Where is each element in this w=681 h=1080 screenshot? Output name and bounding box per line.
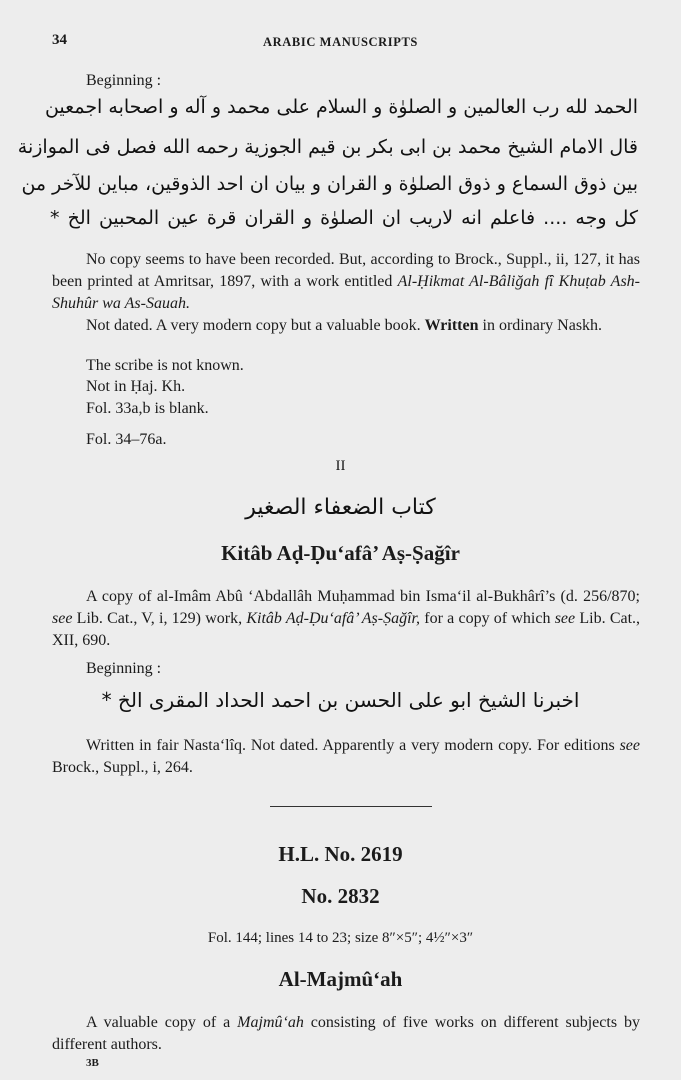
- majmuah-paragraph: [52, 1012, 640, 1056]
- note-text: No copy seems to have been recorded. But, according to Brock., Suppl., ii, 127, it has been printed at Amritsar, 1897, with a work entitled: [52, 251, 640, 290]
- dating-text: Not dated. A very modern copy but a valuable book.: [86, 317, 421, 334]
- signature-mark: 3B: [86, 1057, 99, 1069]
- see-italic: see: [554, 610, 576, 627]
- script-text: in ordinary Naskh.: [482, 317, 603, 334]
- fol-range-line: Fol. 34–76a.: [86, 431, 167, 448]
- fol-blank-line: Fol. 33a,b is blank.: [86, 400, 209, 417]
- desc-part-a: A copy of al-Imâm Abû ‘Abdallâh Muḥammad bin Isma‘il al-Bukhârî’s (d. 256/870;: [86, 588, 640, 605]
- arabic-beginning: اخبرنا الشيخ ابو على الحسن بن احمد الحداد المقرى الخ *: [101, 688, 580, 712]
- note-paragraph-1: [52, 249, 640, 315]
- haj-line: Not in Ḥaj. Kh.: [86, 378, 186, 395]
- beginning-label: Beginning :: [86, 72, 162, 89]
- section-title: Kitâb Aḍ-Ḍu‘afâ’ Aṣ-Ṣağîr: [221, 541, 460, 565]
- written-part-a: Written in fair Nasta‘lîq. Not dated. Apparently a very modern copy. For editions: [86, 737, 615, 754]
- scribe-line: The scribe is not known.: [86, 357, 244, 374]
- running-title: ARABIC MANUSCRIPTS: [263, 35, 418, 49]
- work-title-italic: Al-Ḥikmat Al-Bâliğah fî Khuṭab Ash-Shuhûr wa As-Sauah.: [52, 273, 641, 312]
- written-bold: Written: [424, 317, 479, 334]
- arabic-line-4: كل وجه .... فاعلم انه لاريب ان الصلوٰة و القران قرة عين المحبين الخ *: [50, 207, 638, 229]
- section-number: II: [335, 458, 346, 474]
- see-italic: see: [619, 737, 641, 754]
- arabic-line-2: قال الامام الشيخ محمد بن ابى بكر بن قيم الجوزية رحمه الله فصل فى الموازنة: [17, 136, 638, 158]
- section-divider: [270, 806, 432, 807]
- see-italic: see: [52, 610, 73, 627]
- work-title-italic: Majmû‘ah: [237, 1014, 304, 1031]
- work-title-italic: Kitâb Aḍ-Ḍu‘afâ’ Aṣ-Ṣağîr,: [246, 610, 421, 627]
- hl-number: H.L. No. 2619: [278, 842, 403, 866]
- page-number: 34: [52, 32, 67, 48]
- desc-part-b: consisting of five works on different subjects by different authors.: [52, 1014, 640, 1053]
- folio-info: Fol. 144; lines 14 to 23; size 8″×5″; 4½″×3″: [207, 930, 474, 946]
- desc-part-a: A valuable copy of a: [86, 1014, 231, 1031]
- arabic-line-1: الحمد لله رب العالمين و الصلوٰة و السلام على محمد و آله و اصحابه اجمعين: [44, 96, 638, 118]
- section-title: Al-Majmû‘ah: [278, 967, 403, 991]
- arabic-title: كتاب الضعفاء الصغير: [245, 495, 436, 520]
- written-paragraph: [52, 735, 640, 779]
- catalog-number: No. 2832: [301, 884, 380, 908]
- desc-part-b: Lib. Cat., V, i, 129) work,: [76, 610, 243, 627]
- note-paragraph-2: [52, 315, 640, 337]
- description-paragraph: [52, 586, 640, 652]
- desc-part-d: Lib. Cat., XII, 690.: [52, 610, 641, 649]
- desc-part-c: for a copy of which: [424, 610, 551, 627]
- arabic-line-3: بين ذوق السماع و ذوق الصلوٰة و القران و بيان ان احد الذوقين، مباين للآخر من: [21, 173, 638, 195]
- beginning-label: Beginning :: [86, 660, 162, 677]
- written-part-b: Brock., Suppl., i, 264.: [52, 759, 193, 776]
